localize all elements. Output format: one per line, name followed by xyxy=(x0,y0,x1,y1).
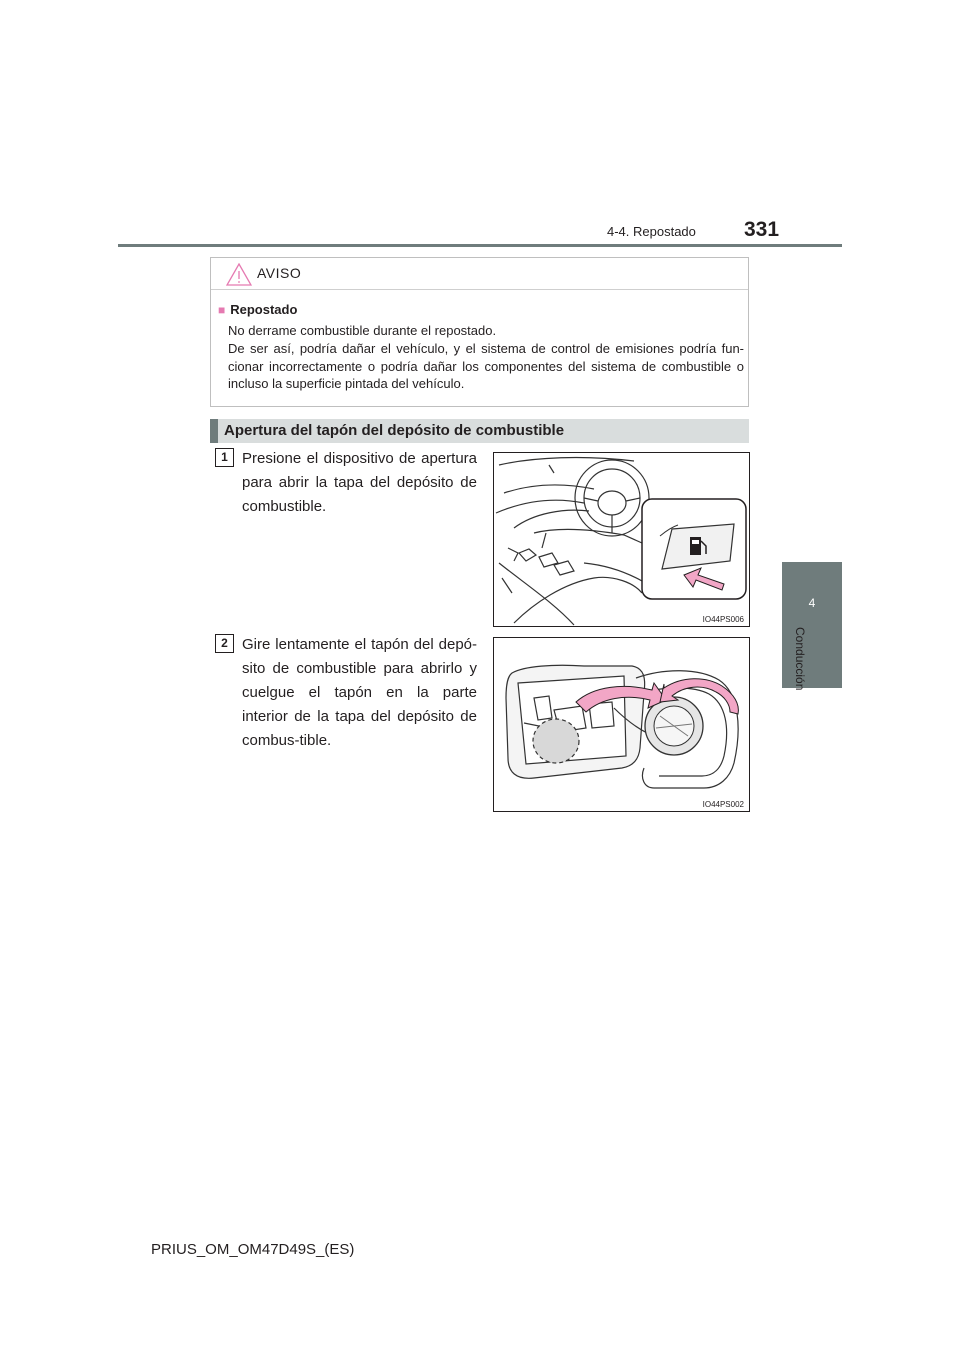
warning-header xyxy=(211,258,748,290)
header-rule xyxy=(118,244,842,247)
warning-body xyxy=(228,322,744,393)
figure-code: IO44PS002 xyxy=(702,800,744,809)
warning-subheading xyxy=(218,302,297,317)
section-heading-band xyxy=(210,419,749,443)
section-label: 4-4. Repostado xyxy=(607,224,696,239)
warning-line: No derrame combustible durante el repostado. xyxy=(228,323,497,338)
warning-line: De ser así, podría dañar el vehículo, y el sistema de control de emisiones podría fun-cionar incorrectamente o podría dañar los componentes del sistema de combustible o incluso la superficie pintada del vehículo. xyxy=(228,340,744,392)
fuel-door-opener-illustration xyxy=(494,453,749,626)
step-text-2 xyxy=(242,633,477,753)
figure-fuel-door-opener xyxy=(493,452,750,627)
chapter-label: Conducción xyxy=(793,627,807,691)
step-number-2: 2 xyxy=(215,634,234,653)
page-number: 331 xyxy=(744,218,780,241)
document-code: PRIUS_OM_OM47D49S_(ES) xyxy=(151,1241,355,1258)
warning-title: AVISO xyxy=(257,265,302,281)
step-number-1: 1 xyxy=(215,448,234,467)
chapter-number: 4 xyxy=(808,596,816,610)
figure-fuel-cap-removal xyxy=(493,637,750,812)
warning-triangle-icon xyxy=(226,263,252,286)
fuel-cap-removal-illustration xyxy=(494,638,749,811)
square-bullet-icon: ■ xyxy=(218,303,226,317)
step-paragraph: Gire lentamente el tapón del depó-sito de combustible para abrirlo y cuelgue el tapón en la parte interior de la tapa del depósito de combus-tible. xyxy=(242,636,477,749)
figure-code: IO44PS006 xyxy=(702,615,744,624)
section-heading: Apertura del tapón del depósito de combustible xyxy=(224,422,565,439)
warning-subheading-text: Repostado xyxy=(230,302,298,317)
chapter-tab xyxy=(782,562,842,691)
step-paragraph: Presione el dispositivo de apertura para abrir la tapa del depósito de combustible. xyxy=(242,450,477,515)
step-text-1 xyxy=(242,447,477,519)
warning-box xyxy=(210,257,749,407)
